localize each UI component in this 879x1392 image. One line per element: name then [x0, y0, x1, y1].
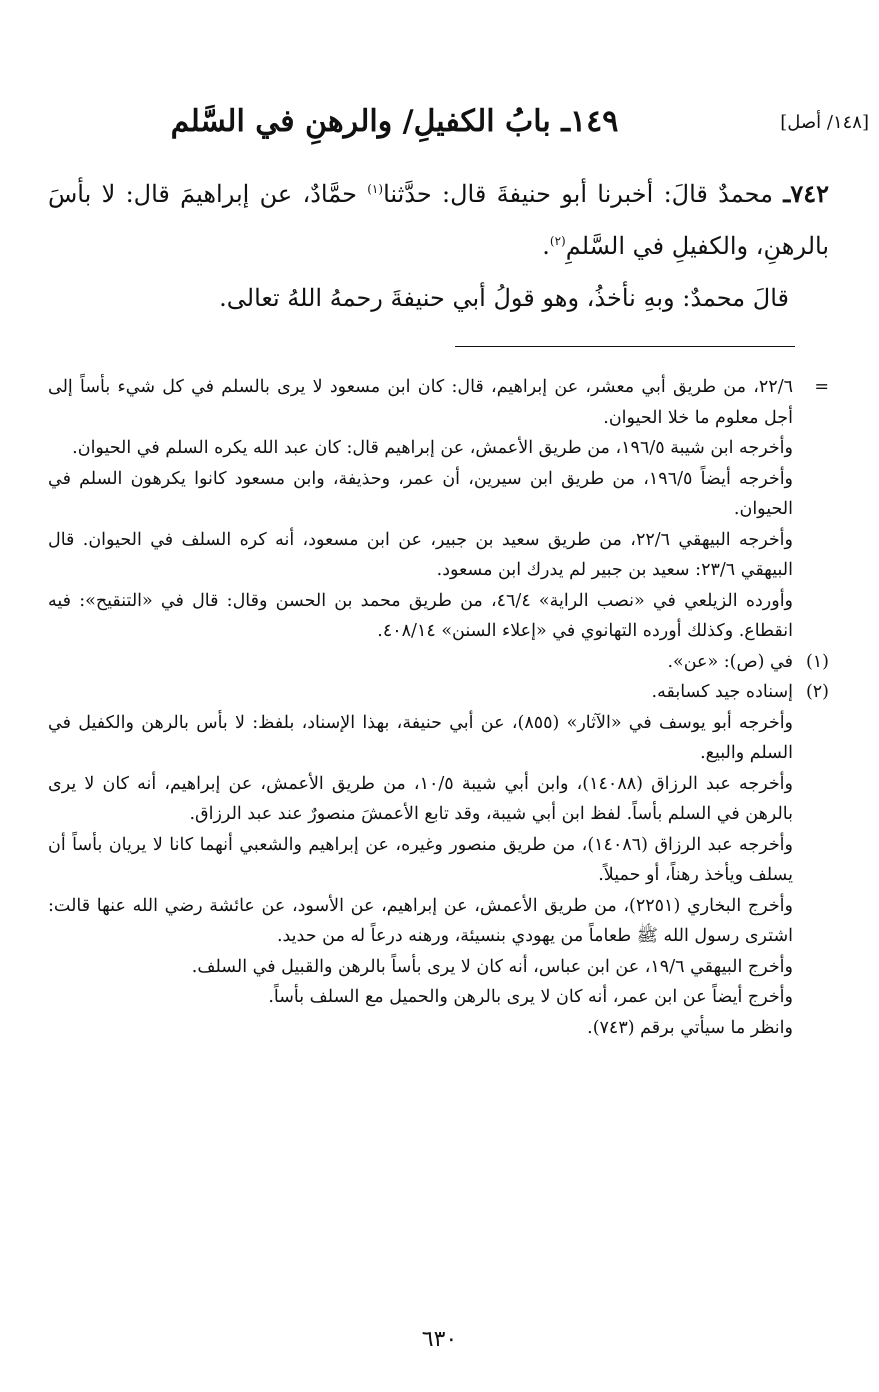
footnote-2: [48, 677, 829, 708]
author-comment: قالَ محمدٌ: وبهِ نأخذُ، وهو قولُ أبي حنيفةَ رحمهُ اللهُ تعالى.: [219, 284, 789, 312]
page-number: ٦٣٠: [421, 1327, 458, 1352]
footnote-paragraph: وأخرجه أيضاً ١٩٦/٥، من طريق ابن سيرين، أن عمر، وحذيفة، وابن مسعود كانوا يكرهون السلم في الحيوان.: [48, 468, 794, 519]
footnote-continuation: [48, 372, 829, 433]
hadith-text-part-2: حمَّادٌ، عن إبراهيمَ قال: لا بأسَ بالرهنِ، والكفيلِ في السَّلمِ: [48, 180, 829, 260]
footnote-paragraph: وأخرجه البيهقي ٢٢/٦، من طريق سعيد بن جبير، عن ابن مسعود، أنه كره السلف في الحيوان. قال البيهقي ٢٣/٦: سعيد بن جبير لم يدرك ابن مسعود.: [48, 529, 793, 580]
footnote-1: [48, 647, 829, 678]
footnote-1-marker: (١): [805, 651, 829, 672]
footnote-paragraph: وأخرج البيهقي ١٩/٦، عن ابن عباس، أنه كان لا يرى بأساً بالرهن والقبيل في السلف.: [191, 956, 793, 977]
footnote-ref-2: (٢): [549, 234, 566, 248]
hadith-number: ٧٤٢ـ: [783, 179, 829, 208]
footnote-ref-1: (١): [367, 182, 384, 196]
continuation-mark: =: [814, 377, 829, 397]
footnote-2-text: إسناده جيد كسابقه.: [651, 682, 793, 702]
footnote-paragraph: ٢٢/٦، من طريق أبي معشر، عن إبراهيم، قال: كان ابن مسعود لا يرى بالسلم في كل شيء بأساً إلى أجل معلوم ما خلا الحيوان.: [48, 377, 794, 428]
main-text: [48, 168, 829, 324]
original-page-reference: [١٤٨/ أصل]: [780, 112, 869, 133]
footnote-paragraph: وأخرجه أبو يوسف في «الآثار» (٨٥٥)، عن أبي حنيفة، بهذا الإسناد، بلفظ: لا بأس بالرهن والكفيل في السلم والبيع.: [48, 712, 794, 763]
footnote-paragraph: وأخرجه عبد الرزاق (١٤٠٨٦)، من طريق منصور وغيره، عن إبراهيم والشعبي أنهما كانا لا يريان بأساً أن يسلف ويأخذ رهناً، أو حميلاً.: [48, 834, 793, 885]
footnote-paragraph: وأخرجه ابن شيبة ١٩٦/٥، من طريق الأعمش، عن إبراهيم قال: كان عبد الله يكره السلم في الحيوان.: [72, 438, 793, 458]
footnote-divider: [455, 346, 795, 347]
footnote-paragraph: وأخرج البخاري (٢٢٥١)، من طريق الأعمش، عن إبراهيم، عن الأسود، عن عائشة رضي الله عنها قالت: اشترى رسول الله ﷺ طعاماً من يهودي بنسيئة، ورهنه درعاً له من حديد.: [48, 895, 793, 946]
footnote-paragraph: وأخرجه عبد الرزاق (١٤٠٨٨)، وابن أبي شيبة ١٠/٥، من طريق الأعمش، عن إبراهيم، أنه كان لا يرى بالرهن في السلم بأساً. لفظ ابن أبي شيبة، وقد تابع الأعمشَ منصورٌ عند عبد الرزاق.: [48, 773, 793, 824]
footnotes-section: [48, 372, 829, 1043]
footnote-1-text: في (ص): «عن».: [667, 651, 793, 672]
footnote-paragraph: وأورده الزيلعي في «نصب الراية» ٤٦/٤، من طريق محمد بن الحسن وقال: قال في «التنقيح»: فيه انقطاع. وكذلك أورده التهانوي في «إعلاء السنن» ٤٠٨/١٤.: [48, 590, 794, 641]
footnote-2-marker: (٢): [805, 682, 829, 702]
hadith-text-end: .: [542, 232, 550, 260]
footnote-paragraph: وانظر ما سيأتي برقم (٧٤٣).: [587, 1017, 793, 1038]
hadith-paragraph: [48, 168, 829, 272]
chapter-title: ١٤٩ـ بابُ الكفيلِ/ والرهنِ في السَّلم: [170, 104, 619, 139]
footnote-paragraph: وأخرج أيضاً عن ابن عمر، أنه كان لا يرى بالرهن والحميل مع السلف بأساً.: [268, 987, 793, 1007]
hadith-text-part-1: محمدٌ قالَ: أخبرنا أبو حنيفةَ قال: حدَّثنا: [383, 180, 773, 208]
